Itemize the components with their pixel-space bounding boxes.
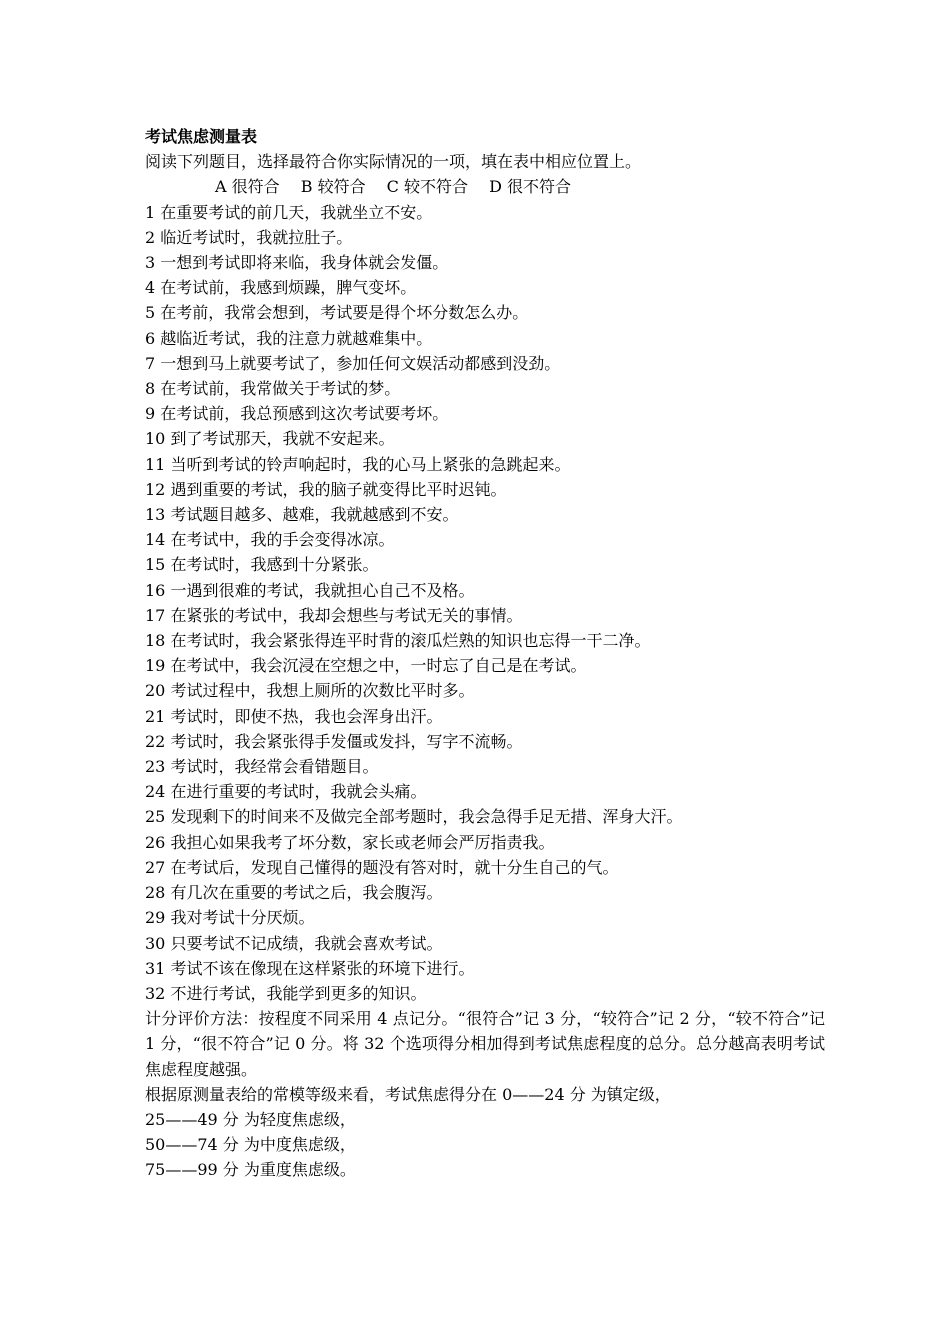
question-item: 12 遇到重要的考试，我的脑子就变得比平时迟钝。 — [145, 479, 507, 499]
question-list — [145, 200, 825, 1007]
question-item: 5 在考前，我常会想到，考试要是得个坏分数怎么办。 — [145, 303, 529, 323]
question-item: 6 越临近考试，我的注意力就越难集中。 — [145, 328, 433, 348]
question-item: 18 在考试时，我会紧张得连平时背的滚瓜烂熟的知识也忘得一干二净。 — [145, 631, 651, 651]
scoring-method: 计分评价方法：按程度不同采用 4 点记分。“很符合”记 3 分，“较符合”记 2 分，“较不符合”记 1 分，“很不符合”记 0 分。将 32 个选项得分相加得到考试焦虑程度的总分。总分越高表明考试焦虑程度越强。 — [145, 1009, 825, 1079]
question-item: 4 在考试前，我感到烦躁，脾气变坏。 — [145, 278, 417, 298]
question-item: 17 在紧张的考试中，我却会想些与考试无关的事情。 — [145, 605, 523, 625]
question-item: 8 在考试前，我常做关于考试的梦。 — [145, 379, 401, 399]
question-item: 27 在考试后，发现自己懂得的题没有答对时，就十分生自己的气。 — [145, 857, 619, 877]
question-item: 22 考试时，我会紧张得手发僵或发抖，写字不流畅。 — [145, 731, 523, 751]
question-item: 19 在考试中，我会沉浸在空想之中，一时忘了自己是在考试。 — [145, 656, 587, 676]
question-item: 32 不进行考试，我能学到更多的知识。 — [145, 983, 427, 1003]
question-item: 2 临近考试时，我就拉肚子。 — [145, 227, 353, 247]
answer-options: A 很符合 B 较符合 C 较不符合 D 很不符合 — [215, 177, 571, 197]
question-item: 30 只要考试不记成绩，我就会喜欢考试。 — [145, 933, 443, 953]
score-level-line: 50——74 分 为中度焦虑级， — [145, 1135, 356, 1155]
question-item: 3 一想到考试即将来临，我身体就会发僵。 — [145, 253, 449, 273]
question-item: 24 在进行重要的考试时，我就会头痛。 — [145, 782, 427, 802]
question-item: 25 发现剩下的时间来不及做完全部考题时，我会急得手足无措、浑身大汗。 — [145, 807, 683, 827]
document-page — [145, 124, 825, 1183]
instruction-text: 阅读下列题目，选择最符合你实际情况的一项，填在表中相应位置上。 — [145, 152, 642, 172]
score-level-line: 75——99 分 为重度焦虑级。 — [145, 1160, 356, 1180]
question-item: 20 考试过程中，我想上厕所的次数比平时多。 — [145, 681, 475, 701]
question-item: 29 我对考试十分厌烦。 — [145, 908, 315, 928]
question-item: 9 在考试前，我总预感到这次考试要考坏。 — [145, 404, 449, 424]
document-title: 考试焦虑测量表 — [145, 127, 258, 146]
question-item: 11 当听到考试的铃声响起时，我的心马上紧张的急跳起来。 — [145, 454, 571, 474]
question-item: 14 在考试中，我的手会变得冰凉。 — [145, 530, 395, 550]
question-item: 16 一遇到很难的考试，我就担心自己不及格。 — [145, 580, 475, 600]
question-item: 10 到了考试那天，我就不安起来。 — [145, 429, 395, 449]
question-item: 7 一想到马上就要考试了，参加任何文娱活动都感到没劲。 — [145, 353, 561, 373]
score-level-line: 25——49 分 为轻度焦虑级， — [145, 1109, 356, 1129]
question-item: 26 我担心如果我考了坏分数，家长或老师会严厉指责我。 — [145, 832, 555, 852]
question-item: 15 在考试时，我感到十分紧张。 — [145, 555, 379, 575]
question-item: 13 考试题目越多、越难，我就越感到不安。 — [145, 505, 459, 525]
question-item: 31 考试不该在像现在这样紧张的环境下进行。 — [145, 958, 475, 978]
score-levels — [145, 1082, 825, 1183]
question-item: 28 有几次在重要的考试之后，我会腹泻。 — [145, 883, 443, 903]
score-level-line: 根据原测量表给的常模等级来看，考试焦虑得分在 0——24 分 为镇定级， — [145, 1084, 671, 1104]
question-item: 1 在重要考试的前几天，我就坐立不安。 — [145, 202, 433, 222]
question-item: 23 考试时，我经常会看错题目。 — [145, 757, 379, 777]
question-item: 21 考试时，即使不热，我也会浑身出汗。 — [145, 706, 443, 726]
